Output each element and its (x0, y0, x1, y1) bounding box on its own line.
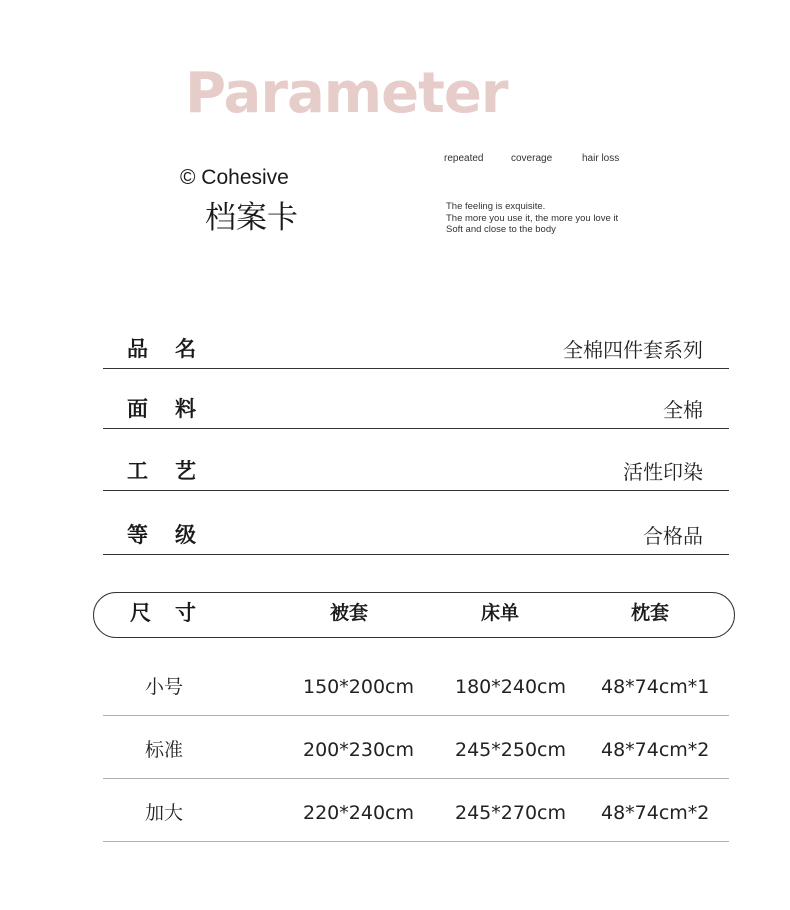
sheet-size: 180*240cm (455, 676, 566, 698)
tagline-line: Soft and close to the body (446, 224, 556, 235)
sheet-size: 245*250cm (455, 739, 566, 761)
pillowcase-size: 48*74cm*1 (601, 676, 710, 698)
tagline (446, 201, 618, 236)
sheet-size: 245*270cm (455, 802, 566, 824)
size-name: 加大 (145, 802, 184, 824)
table-row (103, 652, 729, 716)
param-row-product-name (103, 308, 729, 369)
page-title: Parameter (185, 61, 508, 126)
pillowcase-size: 48*74cm*2 (601, 802, 710, 824)
param-value: 活性印染 (623, 460, 703, 484)
size-header-label: 尺寸 (130, 601, 220, 625)
param-label: 等级 (127, 523, 223, 547)
size-table-header (93, 592, 735, 638)
param-label: 面料 (127, 397, 223, 421)
tagline-line: The feeling is exquisite. (446, 201, 546, 212)
duvet-size: 200*230cm (303, 739, 414, 761)
param-row-grade (103, 491, 729, 555)
param-label: 品名 (127, 337, 223, 361)
tag-repeated: repeated (444, 153, 484, 164)
size-header-duvet: 被套 (330, 602, 369, 624)
size-header-pillowcase: 枕套 (631, 602, 670, 624)
tag-hair-loss: hair loss (582, 153, 620, 164)
card-title: 档案卡 (205, 200, 298, 236)
duvet-size: 220*240cm (303, 802, 414, 824)
size-header-sheet: 床单 (481, 602, 520, 624)
param-row-fabric (103, 368, 729, 429)
tagline-line: The more you use it, the more you love it (446, 212, 619, 224)
param-value: 全棉四件套系列 (563, 338, 703, 362)
table-row (103, 715, 729, 779)
param-value: 合格品 (643, 524, 703, 548)
size-name: 小号 (145, 676, 184, 698)
table-row (103, 778, 729, 842)
param-row-craft (103, 429, 729, 491)
size-name: 标准 (145, 739, 184, 761)
pillowcase-size: 48*74cm*2 (601, 739, 710, 761)
brand-logo-text: © Cohesive (180, 166, 289, 189)
duvet-size: 150*200cm (303, 676, 414, 698)
param-value: 全棉 (663, 398, 703, 422)
tag-coverage: coverage (511, 153, 553, 164)
param-label: 工艺 (127, 459, 223, 483)
